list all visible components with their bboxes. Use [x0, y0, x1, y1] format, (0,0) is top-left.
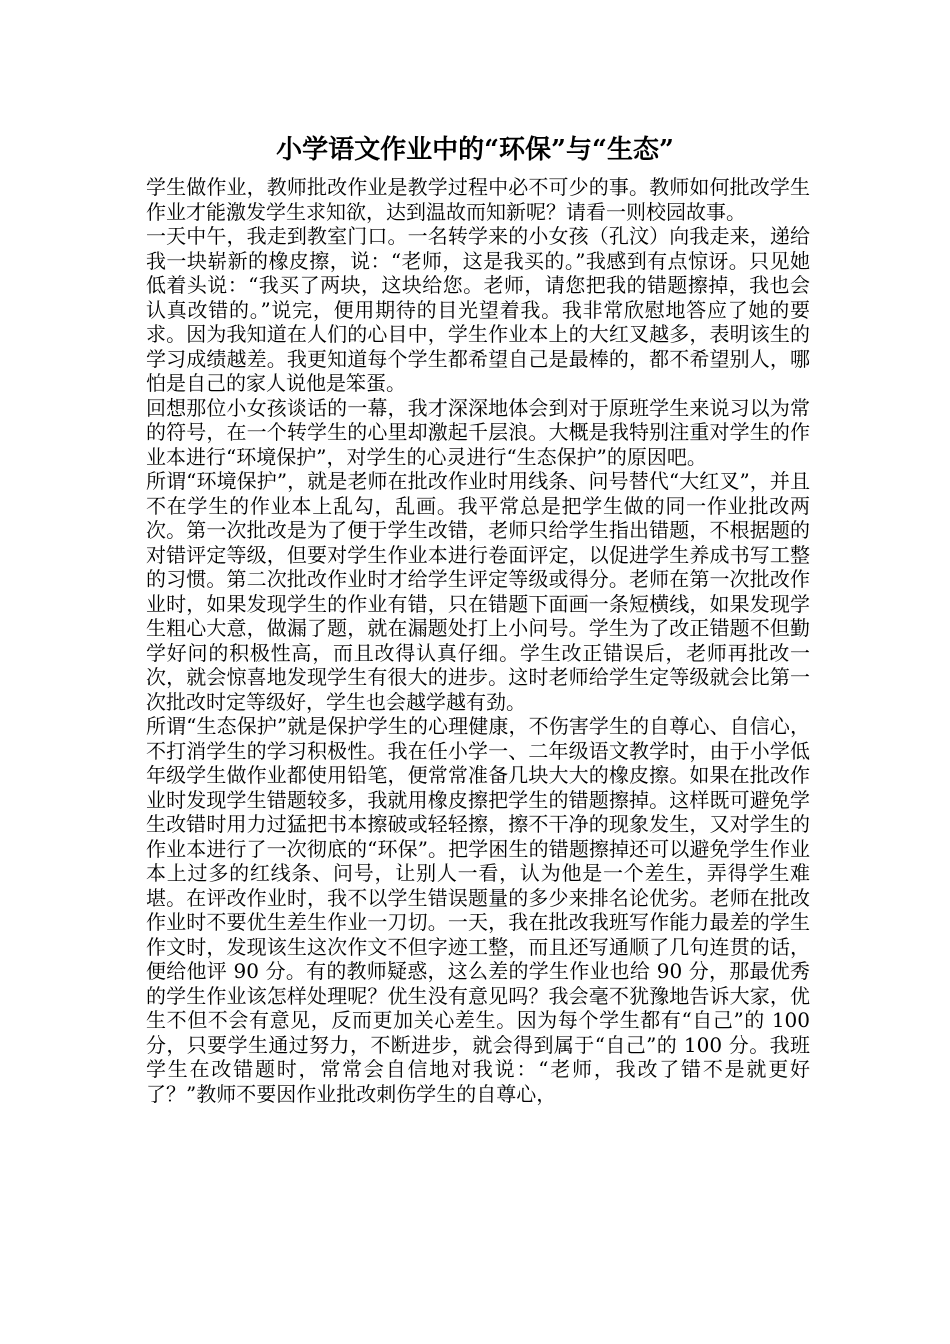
paragraph: 一天中午，我走到教室门口。一名转学来的小女孩（孔汶）向我走来，递给我一块崭新的橡皮擦，说：“老师，这是我买的。”我感到有点惊讶。只见她低着头说：“我买了两块，这块给您。老师，请您把我的错题擦掉，我也会认真改错的。”说完，便用期待的目光望着我。我非常欣慰地答应了她的要求。因为我知道在人们的心目中，学生作业本上的大红叉越多，表明该生的学习成绩越差。我更知道每个学生都希望自己是最棒的，都不希望别人，哪怕是自己的家人说他是笨蛋。: [146, 224, 810, 395]
paragraph: 回想那位小女孩谈话的一幕，我才深深地体会到对于原班学生来说习以为常的符号，在一个转学生的心里却激起千层浪。大概是我特别注重对学生的作业本进行“环境保护”，对学生的心灵进行“生态保护”的原因吧。: [146, 395, 810, 469]
paragraph: 学生做作业，教师批改作业是教学过程中必不可少的事。教师如何批改学生作业才能激发学生求知欲，达到温故而知新呢？请看一则校园故事。: [146, 175, 810, 224]
document-body: [146, 175, 810, 1106]
paragraph: 所谓“生态保护”就是保护学生的心理健康，不伤害学生的自尊心、自信心，不打消学生的学习积极性。我在任小学一、二年级语文教学时，由于小学低年级学生做作业都使用铅笔，便常常准备几块大大的橡皮擦。如果在批改作业时发现学生错题较多，我就用橡皮擦把学生的错题擦掉。这样既可避免学生改错时用力过猛把书本擦破或轻轻擦，擦不干净的现象发生，又对学生的作业本进行了一次彻底的“环保”。把学困生的错题擦掉还可以避免学生作业本上过多的红线条、问号，让别人一看，认为他是一个差生，弄得学生难堪。在评改作业时，我不以学生错误题量的多少来排名论优劣。老师在批改作业时不要优生差生作业一刀切。一天，我在批改我班写作能力最差的学生作文时，发现该生这次作文不但字迹工整，而且还写通顺了几句连贯的话，便给他评 90 分。有的教师疑惑，这么差的学生作业也给 90 分，那最优秀的学生作业该怎样处理呢？优生没有意见吗？我会毫不犹豫地告诉大家，优生不但不会有意见，反而更加关心差生。因为每个学生都有“自己”的 100 分，只要学生通过努力，不断进步，就会得到属于“自己”的 100 分。我班学生在改错题时，常常会自信地对我说：“老师，我改了错不是就更好了？”教师不要因作业批改刺伤学生的自尊心，: [146, 714, 810, 1106]
paragraph: 所谓“环境保护”，就是老师在批改作业时用线条、问号替代“大红叉”，并且不在学生的作业本上乱勾，乱画。我平常总是把学生做的同一作业批改两次。第一次批改是为了便于学生改错，老师只给学生指出错题，不根据题的对错评定等级，但要对学生作业本进行卷面评定，以促进学生养成书写工整的习惯。第二次批改作业时才给学生评定等级或得分。老师在第一次批改作业时，如果发现学生的作业有错，只在错题下面画一条短横线，如果发现学生粗心大意，做漏了题，就在漏题处打上小问号。学生为了改正错题不但勤学好问的积极性高，而且改得认真仔细。学生改正错误后，老师再批改一次，就会惊喜地发现学生有很大的进步。这时老师给学生定等级就会比第一次批改时定等级好，学生也会越学越有劲。: [146, 469, 810, 714]
document-title: 小学语文作业中的“环保”与“生态”: [276, 135, 674, 165]
